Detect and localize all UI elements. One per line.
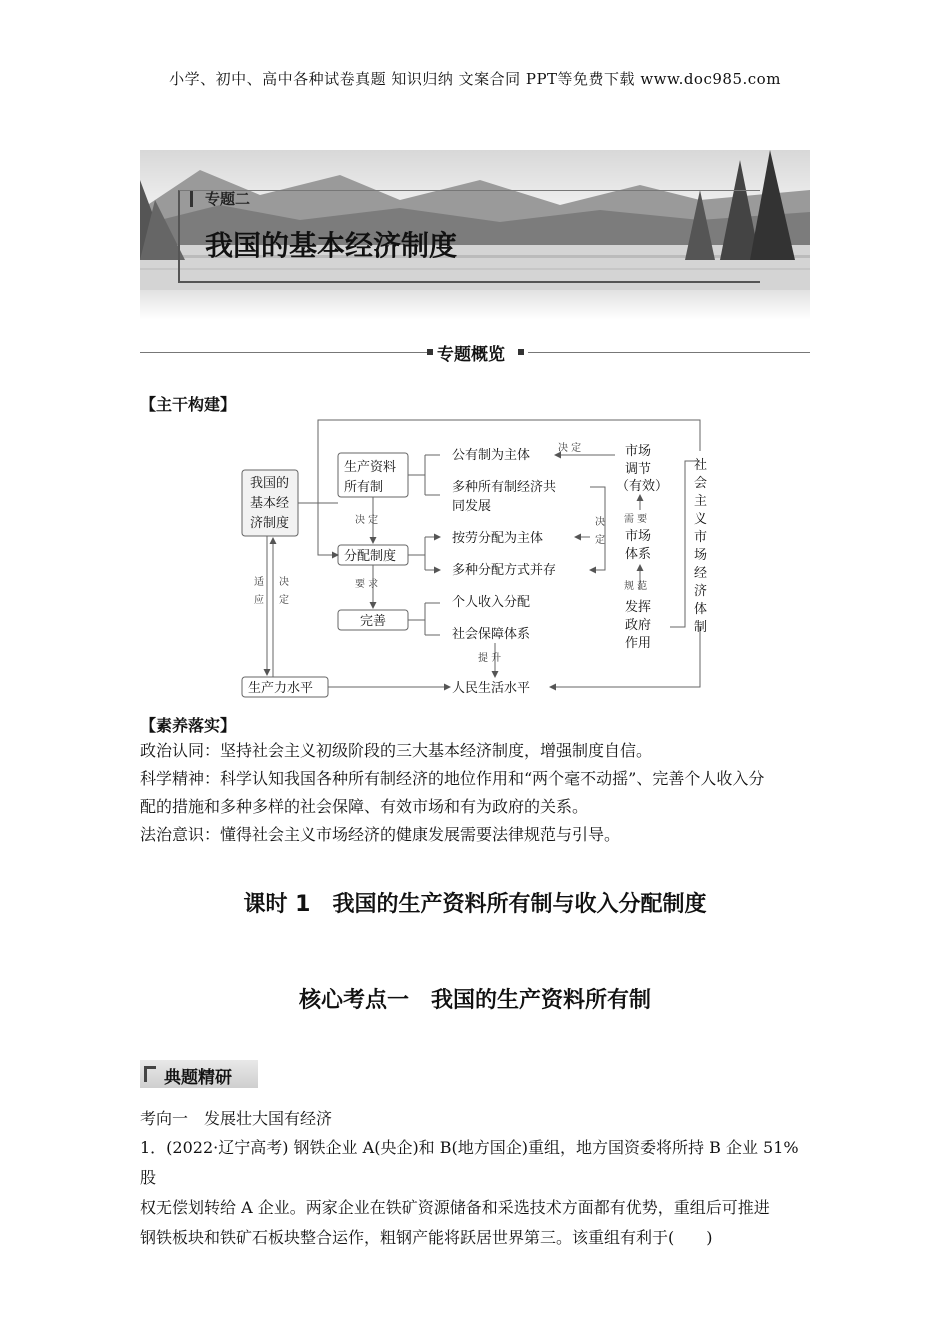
- svg-text:会: 会: [694, 476, 708, 491]
- topic-number: 专题二: [205, 190, 251, 208]
- study-tag-label: 典题精研: [164, 1068, 232, 1088]
- root-line-2: 基本经: [250, 496, 290, 511]
- direction-label: 考向一 发展壮大国有经济: [140, 1109, 333, 1128]
- market-system-2: 体系: [625, 547, 652, 562]
- svg-text:社: 社: [694, 458, 708, 473]
- label-decide-right-1: 决: [595, 517, 605, 528]
- literacy-label: 【素养落实】: [140, 716, 237, 735]
- main-build-label: 【主干构建】: [140, 395, 237, 414]
- literacy-line: 法治意识：懂得社会主义市场经济的健康发展需要法律规范与引导。: [140, 825, 621, 844]
- literacy-line: 政治认同：坚持社会主义初级阶段的三大基本经济制度，增强制度自信。: [140, 741, 653, 760]
- label-raise: 提 升: [478, 653, 502, 664]
- banner-tag-bar: [190, 191, 193, 207]
- improve-label: 完善: [360, 614, 387, 629]
- literacy-line: 配的措施和多种多样的社会保障、有效市场和有为政府的关系。: [140, 797, 589, 816]
- svg-text:制: 制: [694, 620, 708, 635]
- question-line: 1．(2022·辽宁高考) 钢铁企业 A(央企)和 B(地方国企)重组，地方国资委将所持 B 企业 51%股: [140, 1138, 799, 1187]
- core-point-title: 核心考点一 我国的生产资料所有制: [298, 988, 651, 1013]
- distribution-label: 分配制度: [344, 549, 397, 564]
- labor-main: 按劳分配为主体: [452, 531, 544, 546]
- market-system-1: 市场: [625, 529, 652, 544]
- label-adapt-1: 适: [254, 577, 264, 588]
- question-text: [140, 1133, 812, 1253]
- corner-icon: [144, 1066, 156, 1082]
- overview-label: 专题概览: [437, 345, 505, 365]
- label-need: 需 要: [624, 514, 648, 525]
- label-require: 要 求: [355, 579, 379, 590]
- ownership-line-2: 所有制: [344, 480, 384, 495]
- svg-text:经: 经: [694, 566, 708, 581]
- socialist-market-vertical: [694, 457, 707, 635]
- market-reg-1: 市场: [625, 444, 652, 459]
- svg-text:体: 体: [694, 602, 708, 617]
- topic-title: 我国的基本经济制度: [205, 229, 458, 262]
- svg-text:主: 主: [694, 494, 708, 509]
- personal-income: 个人收入分配: [452, 595, 531, 610]
- ownership-line-1: 生产资料: [344, 460, 397, 475]
- study-section-tag: [140, 1060, 258, 1088]
- multi-develop-2: 同发展: [452, 499, 492, 514]
- multi-develop-1: 多种所有制经济共: [452, 480, 557, 495]
- svg-text:市: 市: [694, 530, 708, 545]
- concept-diagram: [230, 415, 730, 705]
- overview-divider: [140, 340, 810, 364]
- svg-text:济: 济: [694, 584, 708, 599]
- market-reg-2: 调节: [625, 462, 652, 477]
- label-decide-right-2: 定: [595, 535, 605, 546]
- public-main: 公有制为主体: [452, 448, 531, 463]
- gov-role-1: 发挥: [625, 600, 652, 615]
- label-decide-left-1: 决: [279, 577, 289, 588]
- question-line: 权无偿划转给 A 企业。两家企业在铁矿资源储备和采选技术方面都有优势，重组后可推进: [140, 1198, 770, 1217]
- market-reg-3: （有效）: [616, 479, 669, 494]
- gov-role-3: 作用: [625, 636, 652, 651]
- productivity-label: 生产力水平: [248, 681, 314, 696]
- label-decide-left-2: 定: [279, 595, 289, 606]
- label-decide-mid: 决 定: [355, 515, 379, 526]
- social-security: 社会保障体系: [452, 627, 531, 642]
- page-header: 小学、初中、高中各种试卷真题 知识归纳 文案合同 PPT等免费下载 www.doc985.com: [169, 70, 781, 88]
- literacy-text: [140, 737, 812, 849]
- svg-text:义: 义: [694, 512, 708, 527]
- root-line-1: 我国的: [250, 476, 290, 491]
- question-line: 钢铁板块和铁矿石板块整合运作，粗钢产能将跃居世界第三。该重组有利于( ): [140, 1228, 713, 1247]
- lesson-title: 课时 1 我国的生产资料所有制与收入分配制度: [243, 892, 707, 917]
- svg-text:场: 场: [694, 548, 708, 563]
- gov-role-2: 政府: [625, 618, 652, 633]
- people-living: 人民生活水平: [452, 681, 531, 696]
- label-decide-top: 决 定: [558, 443, 582, 454]
- multi-coexist: 多种分配方式并存: [452, 563, 557, 578]
- label-regulate: 规 范: [624, 581, 648, 592]
- root-line-3: 济制度: [250, 516, 290, 531]
- literacy-line: 科学精神：科学认知我国各种所有制经济的地位作用和“两个毫不动摇”、完善个人收入分: [140, 769, 765, 788]
- label-adapt-2: 应: [254, 595, 264, 606]
